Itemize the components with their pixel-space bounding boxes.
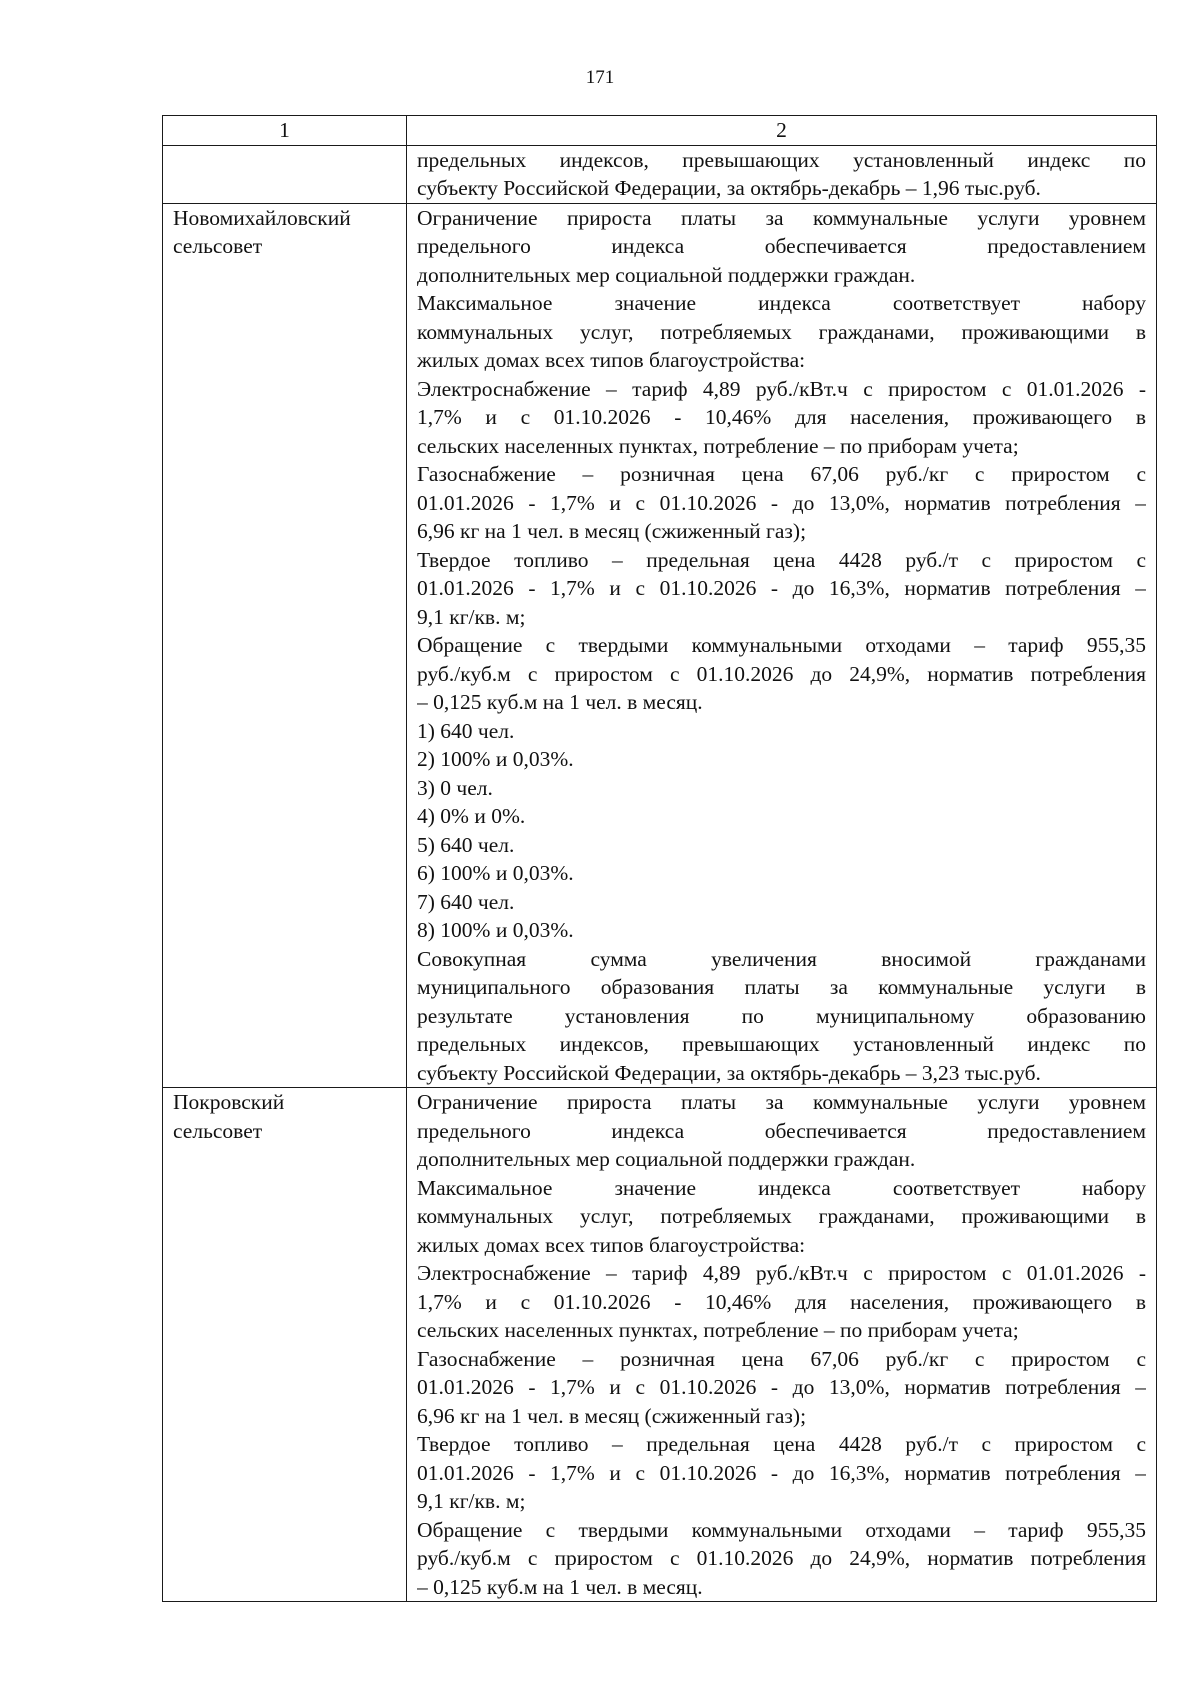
column-header-2: 2 bbox=[407, 116, 1157, 146]
description-cell bbox=[407, 145, 1157, 203]
column-header-1: 1 bbox=[163, 116, 407, 146]
text-line: руб./куб.м с приростом с 01.10.2026 до 24,9%, норматив потребления bbox=[417, 1546, 1146, 1570]
table-row bbox=[163, 203, 1157, 1088]
text-line: жилых домах всех типов благоустройства: bbox=[417, 1232, 806, 1257]
municipality-name-cell bbox=[163, 203, 407, 1088]
text-line: муниципального образования платы за коммунальные услуги в bbox=[417, 975, 1146, 999]
table-row bbox=[163, 1088, 1157, 1602]
text-line: 1,7% и с 01.10.2026 - 10,46% для населения, проживающего в bbox=[417, 1289, 1146, 1314]
text-line: 6) 100% и 0,03%. bbox=[417, 861, 574, 885]
municipality-name-line: сельсовет bbox=[173, 1118, 263, 1143]
text-line: субъекту Российской Федерации, за октябрь-декабрь – 3,23 тыс.руб. bbox=[417, 1060, 1041, 1085]
text-line: 1,7% и с 01.10.2026 - 10,46% для населения, проживающего в bbox=[417, 405, 1146, 429]
text-line: дополнительных мер социальной поддержки граждан. bbox=[417, 1147, 916, 1171]
text-line: Ограничение прироста платы за коммунальные услуги уровнем bbox=[417, 1090, 1146, 1114]
table-row bbox=[163, 145, 1157, 203]
text-line: – 0,125 куб.м на 1 чел. в месяц. bbox=[417, 1574, 703, 1599]
text-line: Совокупная сумма увеличения вносимой гражданами bbox=[417, 946, 1146, 971]
text-line: Твердое топливо – предельная цена 4428 руб./т с приростом с bbox=[417, 1432, 1146, 1456]
text-line: 01.01.2026 - 1,7% и с 01.10.2026 - до 13,0%, норматив потребления – bbox=[417, 1375, 1146, 1399]
text-line: предельного индекса обеспечивается предоставлением bbox=[417, 234, 1146, 258]
text-line: 9,1 кг/кв. м; bbox=[417, 1489, 526, 1513]
text-line: Обращение с твердыми коммунальными отходами – тариф 955,35 bbox=[417, 633, 1146, 657]
table-body bbox=[163, 116, 1157, 1602]
text-line: 1) 640 чел. bbox=[417, 718, 515, 743]
text-line: предельных индексов, превышающих установленный индекс по bbox=[417, 147, 1146, 172]
description-cell bbox=[407, 1088, 1157, 1602]
content-table bbox=[162, 115, 1157, 1602]
page-number: 171 bbox=[585, 67, 615, 88]
text-line: коммунальных услуг, потребляемых гражданами, проживающими в bbox=[417, 1204, 1146, 1228]
text-line: сельских населенных пунктах, потребление – по приборам учета; bbox=[417, 1318, 1019, 1342]
text-line: сельских населенных пунктах, потребление – по приборам учета; bbox=[417, 433, 1019, 458]
text-line: 2) 100% и 0,03%. bbox=[417, 747, 574, 771]
text-line: коммунальных услуг, потребляемых гражданами, проживающими в bbox=[417, 319, 1146, 344]
text-line: 6,96 кг на 1 чел. в месяц (сжиженный газ); bbox=[417, 1403, 807, 1428]
text-line: 8) 100% и 0,03%. bbox=[417, 918, 574, 942]
municipality-name-line: Покровский bbox=[173, 1090, 285, 1114]
text-line: Электроснабжение – тариф 4,89 руб./кВт.ч с приростом с 01.01.2026 - bbox=[417, 1261, 1146, 1285]
municipality-name-cell bbox=[163, 1088, 407, 1602]
text-line: Газоснабжение – розничная цена 67,06 руб./кг с приростом с bbox=[417, 1346, 1146, 1371]
municipality-name-cell bbox=[163, 145, 407, 203]
text-line: 4) 0% и 0%. bbox=[417, 804, 526, 828]
text-line: Твердое топливо – предельная цена 4428 руб./т с приростом с bbox=[417, 547, 1146, 572]
text-line: Максимальное значение индекса соответствует набору bbox=[417, 1175, 1146, 1200]
table-header-row bbox=[163, 116, 1157, 146]
text-line: дополнительных мер социальной поддержки граждан. bbox=[417, 262, 916, 287]
text-line: 3) 0 чел. bbox=[417, 775, 493, 800]
text-line: 9,1 кг/кв. м; bbox=[417, 604, 526, 629]
text-line: предельного индекса обеспечивается предоставлением bbox=[417, 1118, 1146, 1143]
text-line: – 0,125 куб.м на 1 чел. в месяц. bbox=[417, 690, 703, 714]
text-line: 7) 640 чел. bbox=[417, 889, 515, 914]
description-cell bbox=[407, 203, 1157, 1088]
text-line: 01.01.2026 - 1,7% и с 01.10.2026 - до 16,3%, норматив потребления – bbox=[417, 576, 1146, 600]
text-line: руб./куб.м с приростом с 01.10.2026 до 24,9%, норматив потребления bbox=[417, 661, 1146, 686]
municipality-name-line: Новомихайловский bbox=[173, 205, 351, 230]
text-line: Обращение с твердыми коммунальными отходами – тариф 955,35 bbox=[417, 1517, 1146, 1542]
text-line: предельных индексов, превышающих установленный индекс по bbox=[417, 1032, 1146, 1056]
text-line: субъекту Российской Федерации, за октябрь-декабрь – 1,96 тыс.руб. bbox=[417, 176, 1041, 200]
text-line: результате установления по муниципальному образованию bbox=[417, 1003, 1146, 1028]
municipality-name-line: сельсовет bbox=[173, 234, 263, 258]
text-line: Ограничение прироста платы за коммунальные услуги уровнем bbox=[417, 205, 1146, 230]
text-line: 01.01.2026 - 1,7% и с 01.10.2026 - до 13,0%, норматив потребления – bbox=[417, 490, 1146, 515]
text-line: Газоснабжение – розничная цена 67,06 руб./кг с приростом с bbox=[417, 462, 1146, 486]
text-line: Электроснабжение – тариф 4,89 руб./кВт.ч с приростом с 01.01.2026 - bbox=[417, 376, 1146, 401]
text-line: Максимальное значение индекса соответствует набору bbox=[417, 291, 1146, 315]
text-line: 6,96 кг на 1 чел. в месяц (сжиженный газ); bbox=[417, 519, 807, 543]
text-line: 01.01.2026 - 1,7% и с 01.10.2026 - до 16,3%, норматив потребления – bbox=[417, 1460, 1146, 1485]
text-line: жилых домах всех типов благоустройства: bbox=[417, 348, 806, 372]
text-line: 5) 640 чел. bbox=[417, 832, 515, 857]
